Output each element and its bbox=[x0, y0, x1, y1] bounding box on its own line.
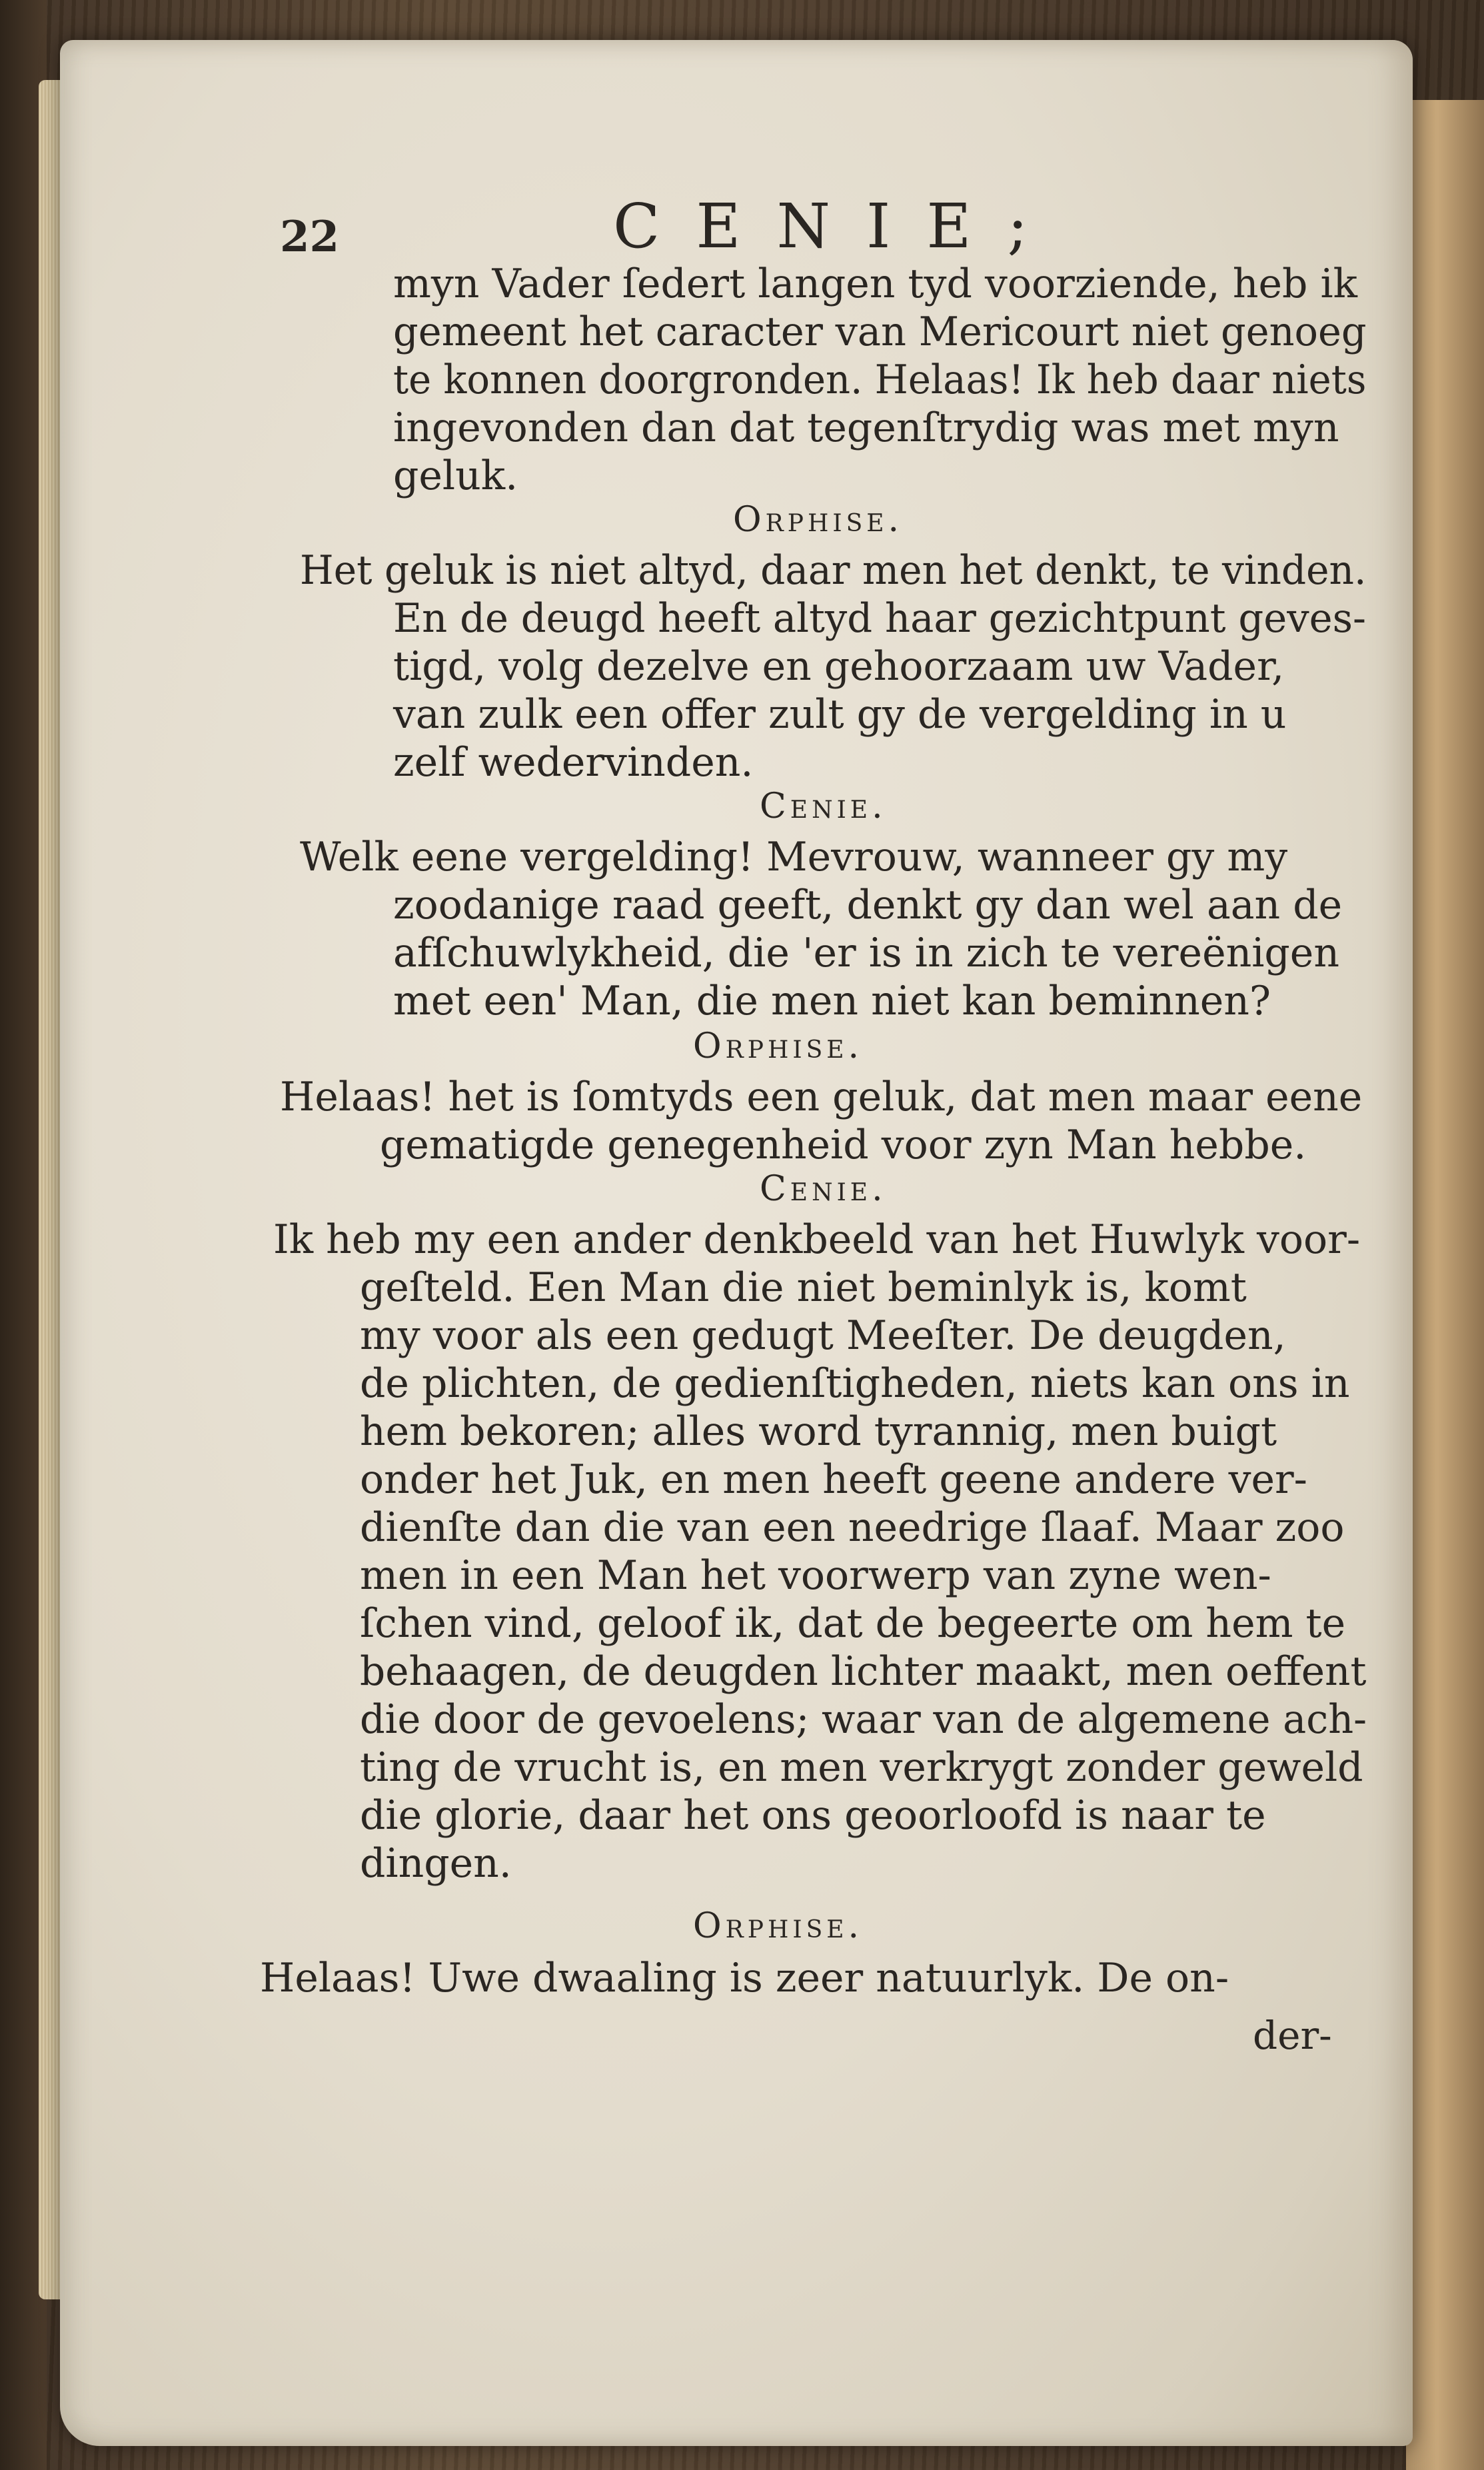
text-line: van zulk een offer zult gy de vergelding in u bbox=[393, 691, 1287, 738]
text-line: behaagen, de deugden lichter maakt, men oeffent bbox=[360, 1648, 1367, 1695]
speaker-heading: Cenie. bbox=[760, 1169, 887, 1209]
text-line: te konnen doorgronden. Helaas! Ik heb daar niets bbox=[393, 357, 1367, 403]
text-line: geluk. bbox=[393, 453, 518, 499]
text-line: men in een Man het voorwerp van zyne wen- bbox=[360, 1552, 1271, 1599]
text-line: gemeent het caracter van Mericourt niet genoeg bbox=[393, 309, 1367, 355]
speaker-heading: Orphise. bbox=[733, 500, 904, 540]
text-line: met een' Man, die men niet kan beminnen? bbox=[393, 978, 1271, 1024]
running-title: CENIE; bbox=[613, 191, 1064, 262]
catchword: der- bbox=[1253, 2013, 1332, 2058]
text-line: tigd, volg dezelve en gehoorzaam uw Vader, bbox=[393, 643, 1285, 690]
text-line: die door de gevoelens; waar van de algemene ach- bbox=[360, 1696, 1367, 1743]
text-line: dienſte dan die van een needrige ſlaaf. Maar zoo bbox=[360, 1504, 1345, 1551]
text-line: hem bekoren; alles word tyrannig, men buigt bbox=[360, 1408, 1277, 1455]
book-page bbox=[60, 40, 1413, 2446]
text-line: die glorie, daar het ons geoorloofd is naar te bbox=[360, 1792, 1266, 1839]
text-line: Ik heb my een ander denkbeeld van het Huwlyk voor- bbox=[273, 1216, 1361, 1263]
text-line: Het geluk is niet altyd, daar men het denkt, te vinden. bbox=[300, 547, 1367, 594]
page-number: 22 bbox=[280, 212, 340, 262]
text-line: ting de vrucht is, en men verkrygt zonder geweld bbox=[360, 1744, 1363, 1791]
text-line: En de deugd heeft altyd haar gezichtpunt geves- bbox=[393, 595, 1367, 642]
speaker-heading: Orphise. bbox=[693, 1906, 864, 1946]
text-line: onder het Juk, en men heeft geene andere ver- bbox=[360, 1456, 1307, 1503]
text-line: ſchen vind, geloof ik, dat de begeerte om hem te bbox=[360, 1600, 1346, 1647]
text-line: ingevonden dan dat tegenſtrydig was met myn bbox=[393, 405, 1339, 451]
text-line: geſteld. Een Man die niet beminlyk is, komt bbox=[360, 1264, 1247, 1311]
text-line: Welk eene vergelding! Mevrouw, wanneer gy my bbox=[300, 834, 1288, 880]
speaker-heading: Cenie. bbox=[760, 786, 887, 826]
book-back-cover bbox=[1406, 100, 1484, 2470]
text-line: zoodanige raad geeft, denkt gy dan wel aan de bbox=[393, 882, 1343, 928]
text-line: Helaas! het is ſomtyds een geluk, dat men maar eene bbox=[280, 1074, 1363, 1120]
text-line: Helaas! Uwe dwaaling is zeer natuurlyk. De on- bbox=[260, 1955, 1229, 2001]
text-line: zelf wedervinden. bbox=[393, 739, 754, 786]
text-line: de plichten, de gedienſtigheden, niets kan ons in bbox=[360, 1360, 1350, 1407]
text-line: dingen. bbox=[360, 1840, 512, 1887]
speaker-heading: Orphise. bbox=[693, 1026, 864, 1066]
page-content bbox=[60, 40, 1413, 2446]
text-line: gematigde genegenheid voor zyn Man hebbe. bbox=[380, 1122, 1307, 1168]
text-line: my voor als een gedugt Meeſter. De deugden, bbox=[360, 1312, 1286, 1359]
text-line: afſchuwlykheid, die 'er is in zich te vereënigen bbox=[393, 930, 1339, 976]
text-line: myn Vader ſedert langen tyd voorziende, heb ik bbox=[393, 261, 1358, 307]
